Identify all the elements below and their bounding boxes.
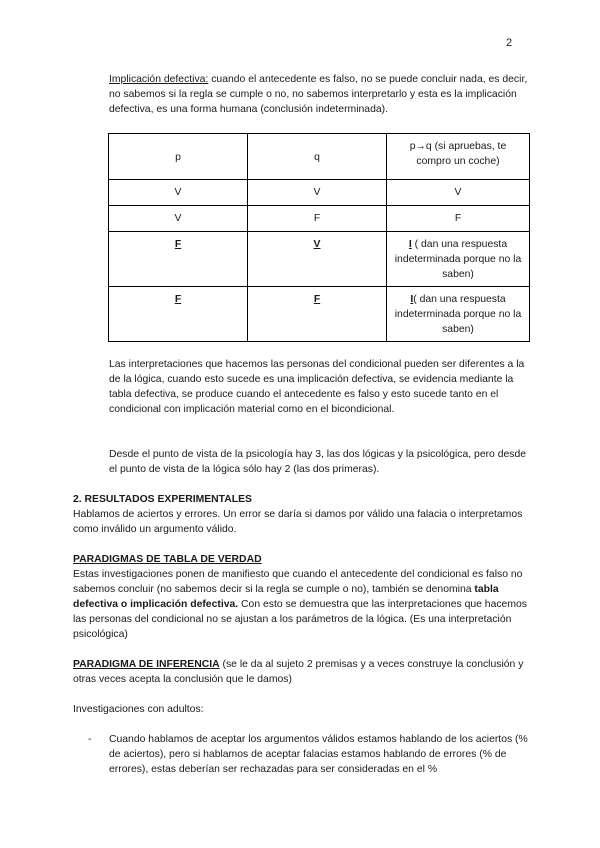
cell-q: F bbox=[248, 287, 387, 342]
cell-result-text: F bbox=[454, 213, 462, 224]
intro-text: cuando el antecedente es falso, no se puede concluir nada, es decir, no sabemos si la regla se cumple o no, no sabemos interpretarlo y esta es la implicación defectiva, es una forma humana (conclusión indeterminada). bbox=[109, 74, 528, 115]
paragraph-viewpoints: Desde el punto de vista de la psicología hay 3, las dos lógicas y la psicológica, pero desde el punto de vista de la lógica sólo hay 2 (las dos primeras). bbox=[109, 449, 527, 475]
cell-result-text: ( dan una respuesta indeterminada porque no la saben) bbox=[394, 239, 522, 280]
cell-p: V bbox=[109, 180, 248, 206]
cell-result-mark: I bbox=[410, 294, 414, 305]
header-p: p bbox=[109, 134, 248, 180]
paragraph-interpretations: Las interpretaciones que hacemos las personas del condicional pueden ser diferentes a la de la lógica, cuando esto sucede es una implicación defectiva, se evidencia mediante la tabla defectiva, se produce cuando el antecedente es falso y esto sucede tanto en el condicional con implicación material como en el bicondicional. bbox=[109, 359, 525, 415]
table-row bbox=[109, 206, 530, 232]
cell-p: F bbox=[109, 232, 248, 287]
cell-result bbox=[387, 206, 530, 232]
paradigm-truth-text bbox=[73, 567, 529, 642]
paradigm-inference-text: (se le da al sujeto 2 premisas y a veces construye la conclusión y otras veces acepta la conclusión que le damos) bbox=[73, 659, 524, 685]
cell-result-text: ( dan una respuesta indeterminada porque no la saben) bbox=[394, 294, 522, 335]
intro-paragraph bbox=[109, 72, 529, 117]
cell-q: V bbox=[248, 232, 387, 287]
section-2-text: Hablamos de aciertos y errores. Un error se daría si damos por válido una falacia o interpretamos como inválido un argumento válido. bbox=[73, 509, 523, 535]
table-row bbox=[109, 287, 530, 342]
bullet-adults-text: Cuando hablamos de aceptar los argumentos válidos estamos hablando de los aciertos (% de aciertos), pero si hablamos de aceptar falacias estamos hablando de errores (% de errores), estas deberían ser rechazadas para ser consideradas en el % bbox=[109, 734, 528, 775]
section-2-title: 2. RESULTADOS EXPERIMENTALES bbox=[73, 494, 252, 505]
table-row bbox=[109, 180, 530, 206]
paradigm-truth-text-before: Estas investigaciones ponen de manifiesto que cuando el antecedente del condicional es falso no sabemos concluir (no sabemos decir si la regla se cumple o no), también se denomina bbox=[73, 569, 523, 595]
adults-heading: Investigaciones con adultos: bbox=[73, 704, 204, 715]
table-header-row bbox=[109, 134, 530, 180]
cell-result bbox=[387, 180, 530, 206]
paradigm-inference-paragraph bbox=[73, 657, 529, 687]
cell-result-mark: I bbox=[408, 239, 412, 250]
cell-result-text: V bbox=[454, 187, 462, 198]
paradigm-truth-bold: tabla defectiva o implicación defectiva. bbox=[73, 584, 499, 610]
page-number: 2 bbox=[506, 37, 513, 49]
table-row bbox=[109, 232, 530, 287]
cell-result bbox=[387, 287, 530, 342]
header-implication: p→q (si apruebas, te compro un coche) bbox=[387, 134, 530, 180]
paradigm-truth-title: PARADIGMAS DE TABLA DE VERDAD bbox=[73, 554, 262, 565]
paradigm-inference-title: PARADIGMA DE INFERENCIA bbox=[73, 659, 220, 670]
cell-p: V bbox=[109, 206, 248, 232]
header-q: q bbox=[248, 134, 387, 180]
cell-result bbox=[387, 232, 530, 287]
paradigm-truth-text-after: Con esto se demuestra que las interpretaciones que hacemos las personas del condicional no se ajustan a los parámetros de la lógica. (Es una interpretación psicológica) bbox=[73, 599, 527, 640]
cell-p: F bbox=[109, 287, 248, 342]
intro-term: Implicación defectiva: bbox=[109, 74, 209, 85]
cell-q: V bbox=[248, 180, 387, 206]
bullet-dash: - bbox=[88, 734, 92, 745]
truth-table bbox=[108, 133, 530, 342]
cell-q: F bbox=[248, 206, 387, 232]
